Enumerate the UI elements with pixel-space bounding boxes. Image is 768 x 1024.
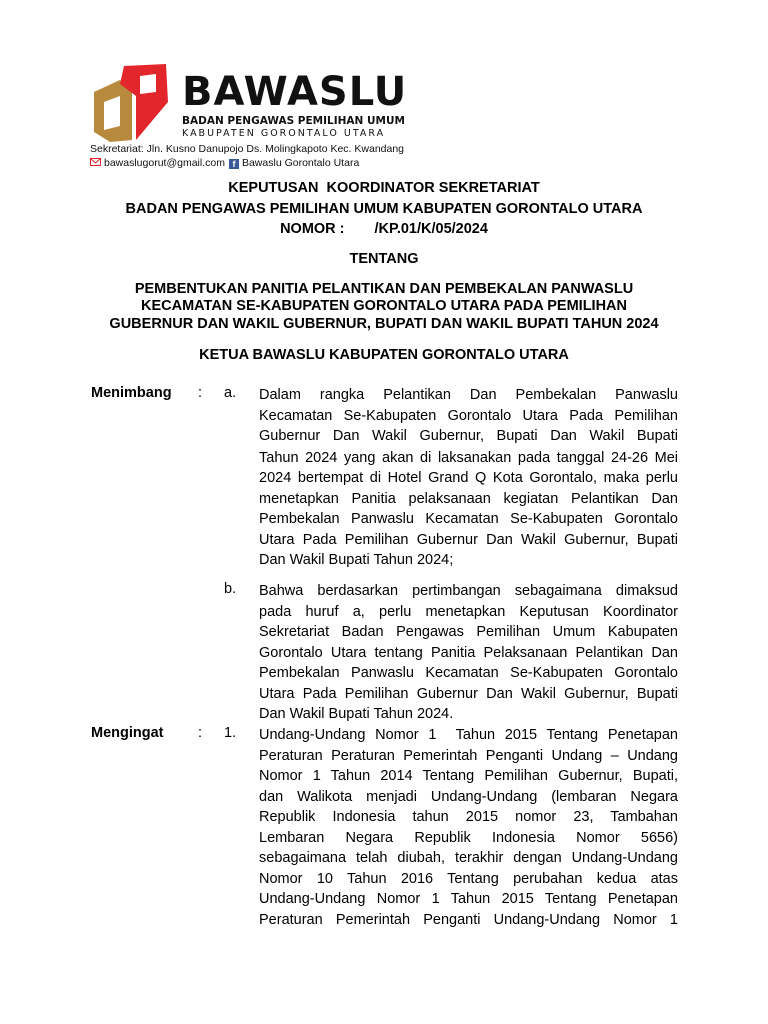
mail-icon bbox=[90, 158, 101, 166]
text-line: Gubernur Dan Wakil Gubernur, Bupati Dan Wakil Bupati bbox=[259, 428, 678, 444]
text-line: Sekretariat Badan Pengawas Pemilihan Umum Kabupaten bbox=[259, 624, 678, 640]
text-line: Nomor 1 Tahun 2014 Tentang Pemilihan Gubernur, Bupati, bbox=[259, 768, 678, 784]
text-line: 2024 bertempat di Hotel Grand Q Kota Gorontalo, maka perlu bbox=[259, 470, 678, 486]
text-line: Dan Wakil Bupati Tahun 2024. bbox=[259, 706, 454, 722]
menimbang-item-b bbox=[259, 581, 678, 725]
mengingat-item-1 bbox=[259, 725, 678, 930]
facebook-icon: f bbox=[229, 159, 239, 169]
decree-title-line1: KEPUTUSAN KOORDINATOR SEKRETARIAT bbox=[228, 180, 540, 196]
text-line: Lembaran Negara Republik Indonesia Nomor 5656) bbox=[259, 829, 678, 846]
regency-name: KABUPATEN GORONTALO UTARA bbox=[182, 128, 386, 139]
subject-line-3: GUBERNUR DAN WAKIL GUBERNUR, BUPATI DAN WAKIL BUPATI TAHUN 2024 bbox=[109, 316, 659, 332]
text-line: Tahun 2024 yang akan di laksanakan pada tanggal 24-26 Mei bbox=[259, 449, 678, 466]
text-line: Bahwa berdasarkan pertimbangan sebagaimana dimaksud bbox=[259, 583, 678, 599]
nomor-value: /KP.01/K/05/2024 bbox=[374, 221, 488, 237]
text-line: Gorontalo Utara tentang Panitia Pelaksanaan Pelantikan Dan bbox=[259, 644, 678, 661]
bawaslu-logo-icon bbox=[90, 62, 172, 144]
menimbang-item-a bbox=[259, 385, 678, 571]
menimbang-colon: : bbox=[198, 385, 203, 401]
text-line: Kecamatan Se-Kabupaten Gorontalo Utara Pada Pemilihan bbox=[259, 407, 678, 424]
subject-line-1: PEMBENTUKAN PANITIA PELANTIKAN DAN PEMBEKALAN PANWASLU bbox=[134, 281, 634, 297]
decree-title-line2: BADAN PENGAWAS PEMILIHAN UMUM KABUPATEN GORONTALO UTARA bbox=[125, 201, 643, 217]
text-line: Pembekalan Panwaslu Kecamatan Se-Kabupaten Gorontalo bbox=[259, 511, 678, 527]
text-line: Peraturan Pemerintah Penganti Undang-Undang Nomor 1 bbox=[259, 911, 678, 928]
issuer-heading: KETUA BAWASLU KABUPATEN GORONTALO UTARA bbox=[199, 347, 569, 363]
mengingat-colon: : bbox=[198, 725, 203, 741]
brand-name: BAWASLU bbox=[182, 69, 408, 115]
facebook-page: Bawaslu Gorontalo Utara bbox=[241, 157, 360, 169]
item-marker: 1. bbox=[224, 725, 237, 741]
tentang-heading: TENTANG bbox=[349, 251, 419, 267]
secretariat-address: Sekretariat: Jln. Kusno Danupojo Ds. Molingkapoto Kec. Kwandang bbox=[90, 143, 405, 155]
item-marker: b. bbox=[224, 581, 237, 597]
text-line: Nomor 10 Tahun 2016 Tentang perubahan kedua atas bbox=[259, 870, 678, 887]
text-line: sebagaimana telah diubah, terakhir dengan Undang-Undang bbox=[259, 850, 678, 866]
text-line: Republik Indonesia tahun 2015 nomor 23, Tambahan bbox=[259, 809, 678, 825]
text-line: dan Walikota menjadi Undang-Undang (lembaran Negara bbox=[259, 788, 678, 805]
email-address: bawaslugorut@gmail.com bbox=[104, 157, 225, 169]
text-line: Dan Wakil Bupati Tahun 2024; bbox=[259, 552, 454, 568]
text-line: Utara Pada Pemilihan Gubernur Dan Wakil Gubernur, Bupati bbox=[259, 531, 678, 548]
subject-line-2: KECAMATAN SE-KABUPATEN GORONTALO UTARA PADA PEMILIHAN bbox=[141, 298, 627, 314]
decree-number bbox=[0, 221, 768, 237]
text-line: Undang-Undang Nomor 1 Tahun 2015 Tentang Penetapan bbox=[259, 891, 678, 907]
letterhead bbox=[90, 60, 410, 172]
text-line: menetapkan Panitia pelaksanaan kegiatan Pelantikan Dan bbox=[259, 490, 678, 507]
menimbang-label: Menimbang bbox=[91, 385, 172, 401]
text-line: Dalam rangka Pelantikan Dan Pembekalan Panwaslu bbox=[259, 387, 678, 403]
text-line: Undang-Undang Nomor 1 Tahun 2015 Tentang Penetapan bbox=[259, 727, 678, 743]
mengingat-label: Mengingat bbox=[91, 725, 164, 741]
text-line: Utara Pada Pemilihan Gubernur Dan Wakil Gubernur, Bupati bbox=[259, 685, 678, 702]
nomor-label: NOMOR : bbox=[280, 221, 345, 237]
contact-line bbox=[90, 157, 359, 169]
text-line: pada huruf a, perlu menetapkan Keputusan Koordinator bbox=[259, 603, 678, 620]
text-line: Pembekalan Panwaslu Kecamatan Se-Kabupaten Gorontalo bbox=[259, 665, 678, 681]
item-marker: a. bbox=[224, 385, 237, 401]
text-line: Peraturan Peraturan Pemerintah Penganti Undang – Undang bbox=[259, 747, 678, 764]
agency-name: BADAN PENGAWAS PEMILIHAN UMUM bbox=[182, 115, 405, 127]
